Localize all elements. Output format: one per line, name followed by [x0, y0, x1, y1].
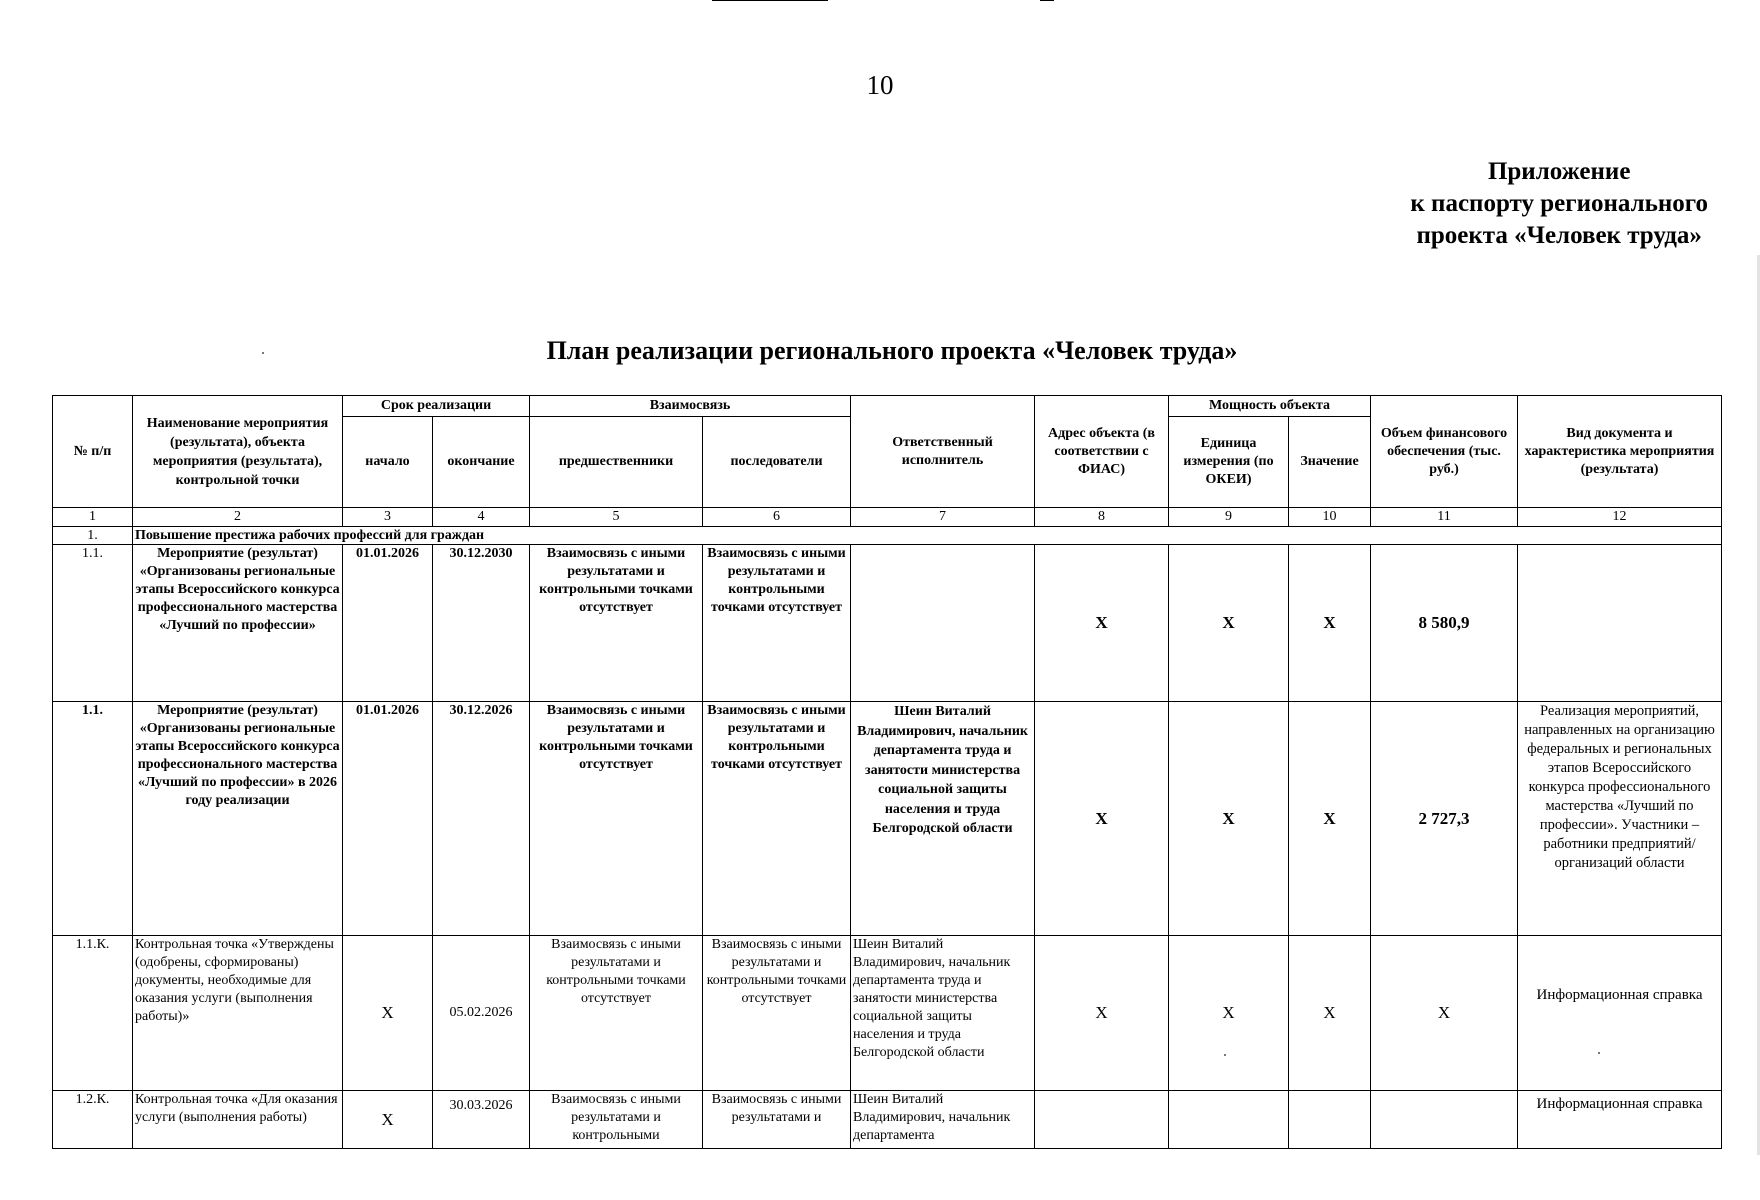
header-unit: Единица измерения (по ОКЕИ): [1169, 417, 1289, 508]
row-value: X: [1289, 702, 1371, 936]
header-name: Наименование мероприятия (результата), объекта мероприятия (результата), контрольной точки: [133, 396, 343, 508]
row-num: 1.1.: [53, 545, 133, 702]
row-start: 01.01.2026: [343, 702, 433, 936]
row-end: 30.03.2026: [433, 1091, 530, 1149]
row-start: X: [343, 936, 433, 1091]
row-predecessors: Взаимосвязь с иными результатами и контрольными точками отсутствует: [530, 702, 703, 936]
row-executor: Шеин Виталий Владимирович, начальник департамента труда и занятости министерства социальной защиты населения и труда Белгородской области: [851, 936, 1035, 1091]
header-predecessors: предшественники: [530, 417, 703, 508]
row-predecessors: Взаимосвязь с иными результатами и контрольными: [530, 1091, 703, 1149]
row-predecessors: Взаимосвязь с иными результатами и контрольными точками отсутствует: [530, 545, 703, 702]
row-value: X: [1289, 936, 1371, 1091]
column-number: 3: [343, 508, 433, 527]
header-funding: Объем финансового обеспечения (тыс. руб.): [1371, 396, 1518, 508]
column-number: 10: [1289, 508, 1371, 527]
appendix-heading: [1410, 156, 1708, 252]
column-number: 6: [703, 508, 851, 527]
row-successors: Взаимосвязь с иными результатами и контрольными точками отсутствует: [703, 702, 851, 936]
row-address: X: [1035, 545, 1169, 702]
row-name: Контрольная точка «Для оказания услуги (выполнения работы): [133, 1091, 343, 1149]
header-relation: Взаимосвязь: [530, 396, 851, 417]
row-funding: [1371, 1091, 1518, 1149]
column-number: 11: [1371, 508, 1518, 527]
row-successors: Взаимосвязь с иными результатами и контрольными точками отсутствует: [703, 545, 851, 702]
header-num: № п/п: [53, 396, 133, 508]
row-address: X: [1035, 936, 1169, 1091]
row-doc: [1518, 545, 1722, 702]
row-start: X: [343, 1091, 433, 1149]
row-unit: X: [1169, 936, 1289, 1091]
header-doc: Вид документа и характеристика мероприятия (результата): [1518, 396, 1722, 508]
header-value: Значение: [1289, 417, 1371, 508]
row-end: 30.12.2030: [433, 545, 530, 702]
column-number: 5: [530, 508, 703, 527]
column-number: 9: [1169, 508, 1289, 527]
row-address: [1035, 1091, 1169, 1149]
table-row: [53, 545, 1722, 702]
header-term-start: начало: [343, 417, 433, 508]
row-end: 30.12.2026: [433, 702, 530, 936]
row-value: [1289, 1091, 1371, 1149]
row-num: 1.1.К.: [53, 936, 133, 1091]
table-row: [53, 702, 1722, 936]
section-num: 1.: [53, 527, 133, 545]
scan-mark-top: [712, 0, 828, 1]
row-funding: X: [1371, 936, 1518, 1091]
row-unit: X: [1169, 702, 1289, 936]
column-number-row: [53, 508, 1722, 527]
header-successors: последователи: [703, 417, 851, 508]
row-num: 1.1.: [53, 702, 133, 936]
scan-mark-top-small: [1040, 0, 1054, 1]
row-start: 01.01.2026: [343, 545, 433, 702]
column-number: 1: [53, 508, 133, 527]
header-term-end: окончание: [433, 417, 530, 508]
table-row: [53, 1091, 1722, 1149]
row-num: 1.2.К.: [53, 1091, 133, 1149]
row-executor: [851, 545, 1035, 702]
appendix-line-1: Приложение: [1487, 158, 1631, 185]
table-header-row-1: [53, 396, 1722, 417]
row-successors: Взаимосвязь с иными результатами и: [703, 1091, 851, 1149]
header-executor: Ответственный исполнитель: [851, 396, 1035, 508]
page-number: 10: [866, 70, 894, 100]
column-number: 8: [1035, 508, 1169, 527]
row-name: Мероприятие (результат) «Организованы региональные этапы Всероссийского конкурса профессионального мастерства «Лучший по профессии» в 2026 году реализации: [133, 702, 343, 936]
section-row: [53, 527, 1722, 545]
row-value: X: [1289, 545, 1371, 702]
row-unit: X: [1169, 545, 1289, 702]
row-funding: 2 727,3: [1371, 702, 1518, 936]
appendix-line-3: проекта «Человек труда»: [1416, 222, 1702, 249]
row-executor: Шеин Виталий Владимирович, начальник департамента труда и занятости министерства социальной защиты населения и труда Белгородской области: [851, 702, 1035, 936]
row-unit: [1169, 1091, 1289, 1149]
column-number: 7: [851, 508, 1035, 527]
header-term: Срок реализации: [343, 396, 530, 417]
row-predecessors: Взаимосвязь с иными результатами и контрольными точками отсутствует: [530, 936, 703, 1091]
row-name: Мероприятие (результат) «Организованы региональные этапы Всероссийского конкурса профессионального мастерства «Лучший по профессии»: [133, 545, 343, 702]
header-address: Адрес объекта (в соответствии с ФИАС): [1035, 396, 1169, 508]
column-number: 4: [433, 508, 530, 527]
row-address: X: [1035, 702, 1169, 936]
row-executor: Шеин Виталий Владимирович, начальник департамента: [851, 1091, 1035, 1149]
plan-table: [52, 395, 1722, 1149]
section-title: Повышение престижа рабочих профессий для граждан: [133, 527, 1722, 545]
row-doc: Реализация мероприятий, направленных на организацию федеральных и региональных этапов Всероссийского конкурса профессионального мастерства «Лучший по профессии». Участники – работники предприятий/организаций области: [1518, 702, 1722, 936]
header-capacity: Мощность объекта: [1169, 396, 1371, 417]
table-row: [53, 936, 1722, 1091]
column-number: 2: [133, 508, 343, 527]
appendix-line-2: к паспорту регионального: [1410, 190, 1708, 217]
row-doc: Информационная справка: [1518, 936, 1722, 1091]
column-number: 12: [1518, 508, 1722, 527]
row-successors: Взаимосвязь с иными результатами и контрольными точками отсутствует: [703, 936, 851, 1091]
row-funding: 8 580,9: [1371, 545, 1518, 702]
plan-title: План реализации регионального проекта «Человек труда»: [546, 336, 1238, 365]
row-end: 05.02.2026: [433, 936, 530, 1091]
row-doc: Информационная справка: [1518, 1091, 1722, 1149]
row-name: Контрольная точка «Утверждены (одобрены, сформированы) документы, необходимые для оказания услуги (выполнения работы)»: [133, 936, 343, 1091]
